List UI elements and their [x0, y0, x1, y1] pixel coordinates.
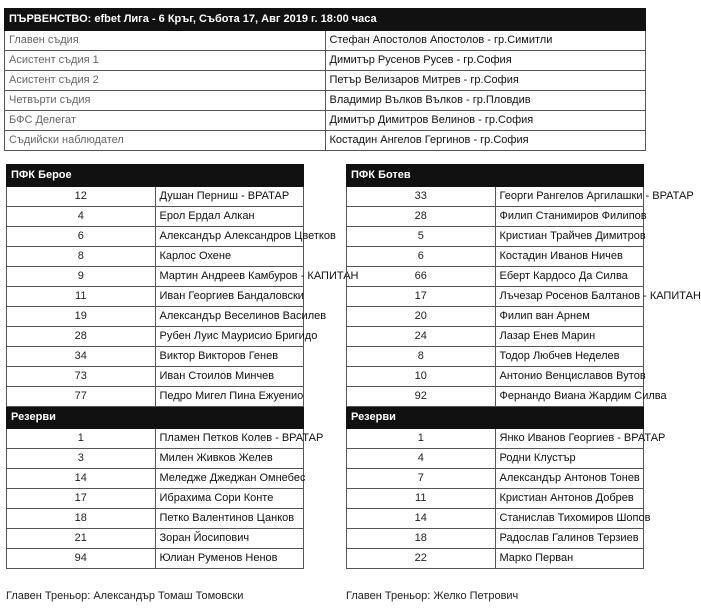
player-number: 4 [347, 449, 496, 469]
player-row [347, 509, 644, 529]
team-name-header-row [347, 165, 644, 187]
player-name: Александър Веселинов Василев [155, 307, 304, 327]
player-number: 12 [7, 187, 156, 207]
player-row [7, 267, 304, 287]
player-name: Ибрахима Сори Конте [155, 489, 304, 509]
official-name: Димитър Русенов Русев - гр.София [325, 51, 646, 71]
player-number: 19 [7, 307, 156, 327]
player-number: 94 [7, 549, 156, 569]
player-row [7, 469, 304, 489]
player-row [347, 187, 644, 207]
player-name: Виктор Викторов Генев [155, 347, 304, 367]
official-name: Костадин Ангелов Гергинов - гр.София [325, 131, 646, 151]
player-row [347, 267, 644, 287]
official-role: Асистент съдия 2 [5, 71, 326, 91]
match-title: ПЪРВЕНСТВО: efbet Лига - 6 Кръг, Събота 17, Авг 2019 г. 18:00 часа [5, 9, 646, 31]
player-name: Еберт Кардосо Да Силва [495, 267, 644, 287]
player-row [7, 387, 304, 407]
player-row [347, 327, 644, 347]
player-name: Костадин Иванов Ничев [495, 247, 644, 267]
player-row [7, 489, 304, 509]
official-row [5, 71, 646, 91]
player-row [7, 207, 304, 227]
player-number: 10 [347, 367, 496, 387]
player-name: Александър Антонов Тонев [495, 469, 644, 489]
home-lineup-table [6, 164, 359, 569]
official-name: Владимир Вълков Вълков - гр.Пловдив [325, 91, 646, 111]
player-row [347, 449, 644, 469]
player-row [7, 367, 304, 387]
player-number: 4 [7, 207, 156, 227]
player-row [7, 307, 304, 327]
player-name: Зоран Йосипович [155, 529, 304, 549]
player-name: Георги Рангелов Аргилашки - ВРАТАР [495, 187, 644, 207]
player-name: Лъчезар Росенов Балтанов - КАПИТАН [495, 287, 644, 307]
player-name: Филип Станимиров Филипов [495, 207, 644, 227]
substitutes-label-header-row [7, 407, 304, 429]
player-name: Педро Мигел Пина Ежуенио [155, 387, 304, 407]
official-name: Стефан Апостолов Апостолов - гр.Симитли [325, 31, 646, 51]
player-number: 1 [347, 429, 496, 449]
player-name: Янко Иванов Георгиев - ВРАТАР [495, 429, 644, 449]
player-row [7, 347, 304, 367]
player-number: 92 [347, 387, 496, 407]
player-row [347, 287, 644, 307]
player-number: 73 [7, 367, 156, 387]
player-name: Иван Стоилов Минчев [155, 367, 304, 387]
player-row [347, 367, 644, 387]
player-name: Кристиан Антонов Добрев [495, 489, 644, 509]
substitutes-label-header-row [347, 407, 644, 429]
player-name: Станислав Тихомиров Шопов [495, 509, 644, 529]
official-row [5, 51, 646, 71]
player-row [347, 549, 644, 569]
player-row [347, 207, 644, 227]
official-name: Димитър Димитров Велинов - гр.София [325, 111, 646, 131]
player-name: Тодор Любчев Неделев [495, 347, 644, 367]
player-name: Пламен Петков Колев - ВРАТАР [155, 429, 304, 449]
player-name: Фернандо Виана Жардим Силва [495, 387, 644, 407]
player-row [7, 529, 304, 549]
official-role: Асистент съдия 1 [5, 51, 326, 71]
player-number: 14 [347, 509, 496, 529]
player-name: Лазар Енев Марин [495, 327, 644, 347]
player-number: 11 [7, 287, 156, 307]
player-number: 33 [347, 187, 496, 207]
player-number: 22 [347, 549, 496, 569]
player-number: 77 [7, 387, 156, 407]
player-number: 1 [7, 429, 156, 449]
player-row [7, 287, 304, 307]
player-name: Милен Живков Желев [155, 449, 304, 469]
official-role: Главен съдия [5, 31, 326, 51]
player-name: Ерол Ердал Алкан [155, 207, 304, 227]
player-name: Кристиан Трайчев Димитров [495, 227, 644, 247]
player-name: Юлиан Руменов Ненов [155, 549, 304, 569]
official-row [5, 111, 646, 131]
team-name: ПФК Берое [7, 165, 304, 187]
player-number: 11 [347, 489, 496, 509]
team-name: ПФК Ботев [347, 165, 644, 187]
player-row [347, 489, 644, 509]
player-name: Родни Клустър [495, 449, 644, 469]
player-name: Антонио Венциславов Вутов [495, 367, 644, 387]
player-name: Марко Перван [495, 549, 644, 569]
player-name: Рубен Луис Маурисио Бригидо [155, 327, 304, 347]
official-row [5, 31, 646, 51]
player-row [347, 227, 644, 247]
player-row [347, 387, 644, 407]
player-number: 18 [347, 529, 496, 549]
player-row [7, 227, 304, 247]
player-row [347, 429, 644, 449]
player-number: 66 [347, 267, 496, 287]
substitutes-label: Резерви [7, 407, 304, 429]
player-row [347, 529, 644, 549]
player-row [7, 449, 304, 469]
player-name: Меледже Джеджан Омнебес [155, 469, 304, 489]
team-name-header-row [7, 165, 304, 187]
official-role: БФС Делегат [5, 111, 326, 131]
player-row [7, 247, 304, 267]
player-number: 6 [347, 247, 496, 267]
away-head-coach: Главен Треньор: Желко Петрович [346, 590, 519, 602]
player-number: 8 [347, 347, 496, 367]
player-name: Радослав Галинов Терзиев [495, 529, 644, 549]
player-number: 17 [347, 287, 496, 307]
player-number: 28 [347, 207, 496, 227]
player-number: 14 [7, 469, 156, 489]
player-number: 9 [7, 267, 156, 287]
official-row [5, 91, 646, 111]
substitutes-label: Резерви [347, 407, 644, 429]
official-role: Четвърти съдия [5, 91, 326, 111]
player-name: Иван Георгиев Бандаловски [155, 287, 304, 307]
player-row [347, 469, 644, 489]
player-row [347, 307, 644, 327]
player-number: 3 [7, 449, 156, 469]
player-name: Петко Валентинов Цанков [155, 509, 304, 529]
player-number: 24 [347, 327, 496, 347]
away-lineup-table [346, 164, 701, 569]
official-name: Петър Велизаров Митрев - гр.София [325, 71, 646, 91]
player-number: 34 [7, 347, 156, 367]
player-name: Александър Александров Цветков [155, 227, 304, 247]
player-row [7, 187, 304, 207]
player-name: Душан Перниш - ВРАТАР [155, 187, 304, 207]
official-role: Съдийски наблюдател [5, 131, 326, 151]
player-row [7, 327, 304, 347]
player-number: 7 [347, 469, 496, 489]
player-number: 6 [7, 227, 156, 247]
officials-table [4, 8, 646, 151]
player-number: 5 [347, 227, 496, 247]
official-row [5, 131, 646, 151]
player-name: Карлос Охене [155, 247, 304, 267]
player-row [7, 429, 304, 449]
player-number: 20 [347, 307, 496, 327]
player-number: 17 [7, 489, 156, 509]
player-row [347, 347, 644, 367]
player-row [7, 549, 304, 569]
player-row [347, 247, 644, 267]
home-head-coach: Главен Треньор: Александър Томаш Томовски [6, 590, 244, 602]
player-number: 18 [7, 509, 156, 529]
player-row [7, 509, 304, 529]
player-number: 28 [7, 327, 156, 347]
player-number: 8 [7, 247, 156, 267]
player-name: Филип ван Арнем [495, 307, 644, 327]
player-number: 21 [7, 529, 156, 549]
player-name: Мартин Андреев Камбуров - КАПИТАН [155, 267, 304, 287]
